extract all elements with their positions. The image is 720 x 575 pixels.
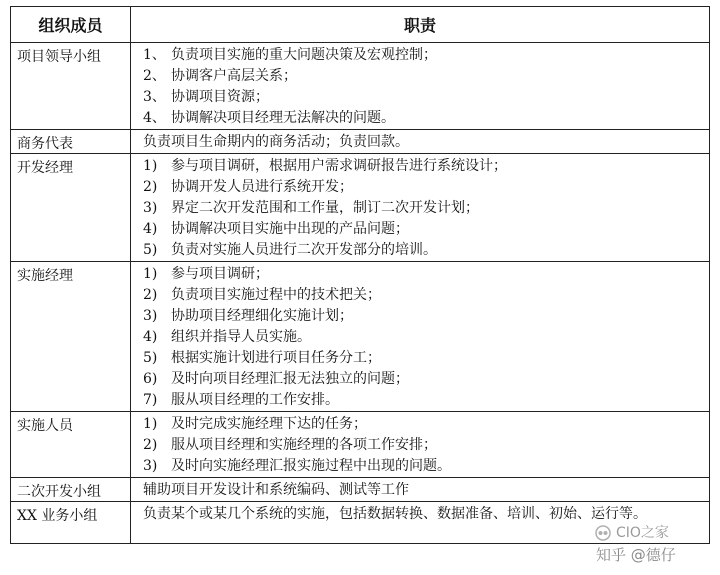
member-cell: XX 业务小组 <box>11 502 131 544</box>
duty-number: 2、 <box>143 68 166 84</box>
duty-number: 4) <box>143 329 158 345</box>
duty-item <box>143 369 703 390</box>
duty-item <box>143 198 703 219</box>
duty-number: 4) <box>143 221 158 237</box>
duty-text: 参与项目调研； <box>171 266 269 282</box>
duties-cell <box>131 478 710 502</box>
duty-number: 3) <box>143 200 158 216</box>
duty-number: 1) <box>143 158 158 174</box>
table-row <box>11 154 710 262</box>
duty-number: 3) <box>143 458 158 474</box>
duty-text: 服从项目经理和实施经理的各项工作安排； <box>171 437 437 453</box>
duty-text: 根据实施计划进行项目任务分工； <box>171 350 381 366</box>
duty-text: 协助项目经理细化实施计划； <box>171 308 353 324</box>
cio-logo-icon <box>594 524 612 542</box>
duty-number: 1) <box>143 266 158 282</box>
member-cell: 开发经理 <box>11 154 131 262</box>
duty-text: 协调客户高层关系； <box>171 68 297 84</box>
duty-item <box>143 264 703 285</box>
duty-item <box>143 66 703 87</box>
duty-text: 协调解决项目经理无法解决的问题。 <box>171 110 395 126</box>
duty-text: 负责对实施人员进行二次开发部分的培训。 <box>171 242 437 258</box>
duty-item <box>143 240 703 261</box>
duty-text: 辅助项目开发设计和系统编码、测试等工作 <box>143 482 409 498</box>
duty-item <box>143 156 703 177</box>
duty-number: 1、 <box>143 47 166 63</box>
watermark-zhihu: 知乎 @德仔 <box>596 546 676 564</box>
duty-number: 4、 <box>143 110 166 126</box>
member-cell: 二次开发小组 <box>11 478 131 502</box>
duty-number: 2) <box>143 437 158 453</box>
duty-item <box>143 327 703 348</box>
duty-number: 3、 <box>143 89 166 105</box>
duty-text: 界定二次开发范围和工作量，制订二次开发计划； <box>171 200 479 216</box>
header-member: 组织成员 <box>11 7 131 43</box>
table-row <box>11 412 710 478</box>
duty-text: 负责项目实施的重大问题决策及宏观控制； <box>171 47 437 63</box>
header-duties: 职责 <box>131 7 710 43</box>
duty-item <box>143 480 703 501</box>
duty-item <box>143 177 703 198</box>
duty-number: 5) <box>143 350 158 366</box>
duties-cell <box>131 130 710 154</box>
duty-item <box>143 390 703 411</box>
duty-text: 及时向实施经理汇报实施过程中出现的问题。 <box>171 458 451 474</box>
duty-number: 2) <box>143 287 158 303</box>
table-row <box>11 262 710 412</box>
duty-item <box>143 132 703 153</box>
watermark-brand: CIO之家 <box>616 525 669 541</box>
duty-item <box>143 108 703 129</box>
duty-number: 5) <box>143 242 158 258</box>
duty-text: 服从项目经理的工作安排。 <box>171 392 339 408</box>
duty-number: 7) <box>143 392 158 408</box>
duty-number: 6) <box>143 371 158 387</box>
table-row <box>11 43 710 130</box>
duties-cell <box>131 43 710 130</box>
duty-text: 负责项目实施过程中的技术把关； <box>171 287 381 303</box>
duty-text: 组织并指导人员实施。 <box>171 329 311 345</box>
duty-text: 协调开发人员进行系统开发； <box>171 179 353 195</box>
duty-number: 2) <box>143 179 158 195</box>
header-row <box>11 7 710 43</box>
duty-item <box>143 348 703 369</box>
member-cell: 实施人员 <box>11 412 131 478</box>
duty-text: 负责某个或某几个系统的实施，包括数据转换、数据准备、培训、初始、运行等。 <box>143 506 647 522</box>
member-cell: 项目领导小组 <box>11 43 131 130</box>
duties-cell <box>131 412 710 478</box>
duty-number: 1) <box>143 416 158 432</box>
duty-item <box>143 219 703 240</box>
duty-text: 协调解决项目实施中出现的产品问题； <box>171 221 409 237</box>
duty-item <box>143 87 703 108</box>
duty-item <box>143 456 703 477</box>
duty-item <box>143 45 703 66</box>
member-cell: 实施经理 <box>11 262 131 412</box>
duty-text: 及时完成实施经理下达的任务； <box>171 416 367 432</box>
duty-item <box>143 306 703 327</box>
watermark <box>590 522 718 572</box>
member-cell: 商务代表 <box>11 130 131 154</box>
duties-cell <box>131 154 710 262</box>
duty-number: 3) <box>143 308 158 324</box>
duty-item <box>143 414 703 435</box>
duty-text: 协调项目资源； <box>171 89 269 105</box>
duty-item <box>143 435 703 456</box>
roles-table <box>10 6 710 544</box>
duty-text: 负责项目生命期内的商务活动；负责回款。 <box>143 134 409 150</box>
duties-cell <box>131 262 710 412</box>
table-row <box>11 130 710 154</box>
duty-text: 参与项目调研，根据用户需求调研报告进行系统设计； <box>171 158 507 174</box>
duty-item <box>143 285 703 306</box>
duty-text: 及时向项目经理汇报无法独立的问题； <box>171 371 409 387</box>
table-row <box>11 478 710 502</box>
